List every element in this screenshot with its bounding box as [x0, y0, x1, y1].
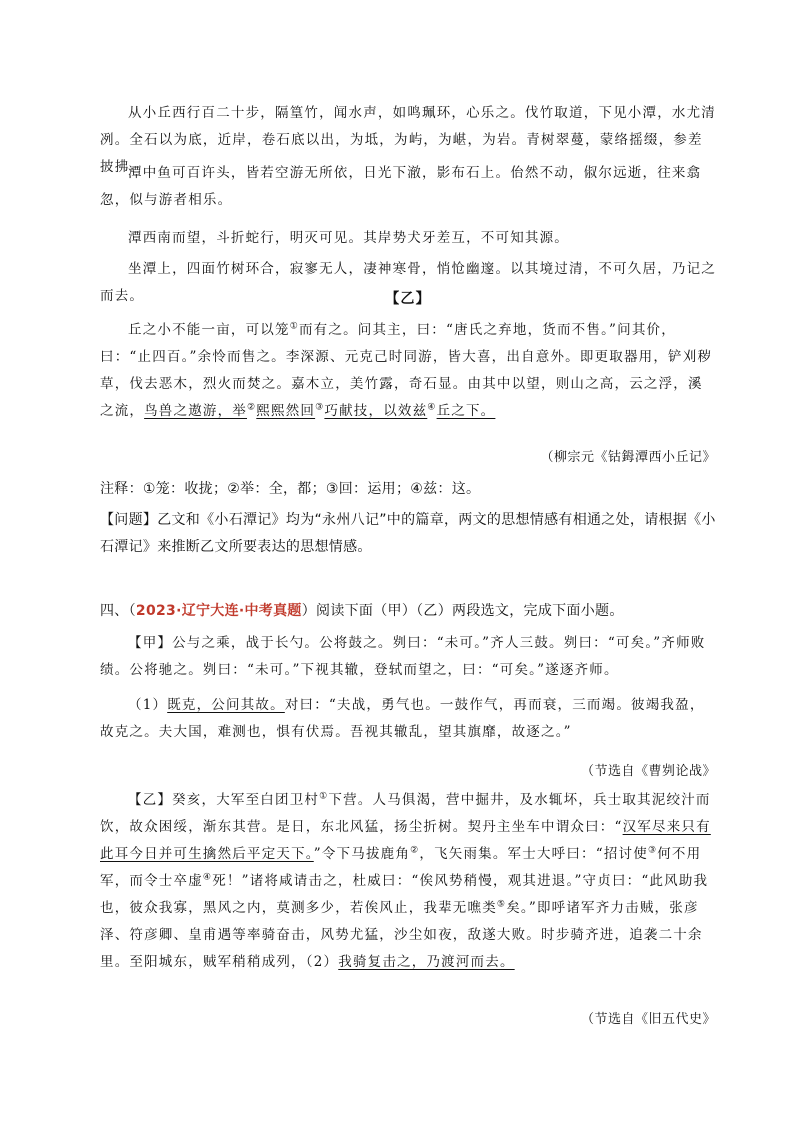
- passage-b-underlined-3: 巧献技，以效兹: [324, 403, 428, 419]
- yi-footnote-marker-4: ④: [202, 872, 213, 883]
- yi-text-1: 【乙】癸亥，大军至白团卫村: [128, 792, 320, 808]
- jia-paragraph-2: [100, 692, 716, 746]
- yi-footnote-marker-3: ③: [647, 845, 658, 856]
- passage-b-text-2: 而有之。问其主，曰：“唐氏之弃地，货而不售。”问其价，曰：“止四百。”余怜而售之。李深源、元克己时同游，皆大喜，出自意外。即更取器用，铲刈秽草，伐去恶木，烈火而焚之。嘉木立，美竹露，奇石显。由其中以望，则山之高，云之浮，溪之流，: [100, 322, 713, 419]
- exam-source-tag: 2023·辽宁大连·中考真题: [135, 603, 302, 619]
- jia-paragraph-2-rest: 对曰：“夫战，勇气也。一鼓作气，再而衰，三而竭。彼竭我盈，故克之。夫大国，难测也，惧有伏焉。吾视其辙乱，望其旗靡，故逐之。”: [100, 697, 705, 740]
- yi-paragraph: [100, 787, 716, 976]
- yi-source: （节选自《旧五代史》: [580, 1012, 716, 1027]
- yi-text-5: 何不用军，而令士卒虚: [100, 846, 702, 889]
- yi-text-2: 下营。人马俱渴，营中掘井，及水辄坏，兵士取其泥绞汁而饮，故众困绥，渐东其营。是日，东北风猛，扬尘折树。契丹主坐车中谓众曰：“: [100, 792, 711, 835]
- footnote-marker-4: ④: [427, 402, 437, 413]
- annotation-notes: 注释：①笼：收拢；②举：全，都；③回：运用；④兹：这。: [100, 481, 481, 497]
- passage-b-underlined-1: 鸟兽之遨游，举: [144, 403, 248, 419]
- jia-underlined-sentence: 既克，公问其故。: [167, 697, 285, 713]
- jia-paragraph-1: 【甲】公与之乘，战于长勺。公将鼓之。刿曰：“未可。”齐人三鼓。刿曰：“可矣。”齐师败绩。公将驰之。刿曰：“未可。”下视其辙，登轼而望之，曰：“可矣。”遂逐齐师。: [100, 635, 706, 678]
- yi-text-7: 矣。”即呼诸军齐力击贼，张彦泽、符彦卿、皇甫遇等率骑奋击，风势尤猛，沙尘如夜，敌遂大败。时步骑齐进，追袭二十余里。至阳城东，贼军稍稍成列，（2）: [100, 900, 703, 970]
- yi-footnote-marker-5: ⑤: [496, 899, 507, 910]
- section-4-instruction: ）阅读下面（甲）（乙）两段选文，完成下面小题。: [301, 603, 624, 619]
- passage-b-heading: 【乙】: [385, 291, 431, 307]
- yi-text-6: 死！”诸将咸请击之，杜威曰：“俟风势稍慢，观其进退。”守贞曰：“此风助我也，彼众我寡，黑风之内，莫测多少，若俟风止，我辈无噍类: [100, 873, 709, 916]
- question-1-marker: （1）: [128, 697, 168, 713]
- question-text: 【问题】乙文和《小石潭记》均为“永州八记”中的篇章，两文的思想情感有相通之处，请根据《小石潭记》来推断乙文所要表达的思想情感。: [100, 512, 716, 555]
- jia-source: （节选自《曹刿论战》: [580, 764, 716, 779]
- yi-underlined-sentence-2: 我骑复击之，乃渡河而去。: [338, 954, 515, 970]
- footnote-marker-3: ③: [315, 402, 325, 413]
- yi-text-3: ”令下马拔鹿角: [313, 846, 411, 862]
- passage-b-text-1: 丘之小不能一亩，可以笼: [128, 322, 290, 338]
- passage-a-paragraph-1: 从小丘西行百二十步，隔篁竹，闻水声，如鸣珮环，心乐之。伐竹取道，下见小潭，水尤清冽。全石以为底，近岸，卷石底以出，为坻，为屿，为嵁，为岩。青树翠蔓，蒙络摇缀，参差披拂。: [100, 105, 716, 175]
- passage-b-underlined-4: 丘之下。: [436, 403, 496, 419]
- passage-a-paragraph-2: 潭中鱼可百许头，皆若空游无所依，日光下澈，影布石上。佁然不动，俶尔远逝，往来翕忽，似与游者相乐。: [100, 165, 702, 208]
- section-4-number: 四、（: [100, 603, 136, 619]
- passage-b-paragraph: [100, 317, 716, 425]
- passage-a-paragraph-3: 潭西南而望，斗折蛇行，明灭可见。其岸势犬牙差互，不可知其源。: [128, 230, 569, 246]
- section-4-heading: [100, 598, 716, 625]
- yi-underlined-sentence-1: 汉军尽来只有此耳今日并可生擒然后平定天下。: [100, 819, 711, 862]
- footnote-marker-1: ①: [289, 321, 299, 332]
- yi-text-4: ，飞矢雨集。军士大呼曰：“招讨使: [419, 846, 648, 862]
- passage-b-source: （柳宗元《钴鉧潭西小丘记》: [540, 450, 716, 465]
- yi-footnote-marker-2: ②: [410, 845, 420, 856]
- passage-b-underlined-2: 熙熙然回: [256, 403, 316, 419]
- yi-footnote-marker-1: ①: [319, 791, 329, 802]
- footnote-marker-2: ②: [247, 402, 257, 413]
- passage-a-paragraph-4: 坐潭上，四面竹树环合，寂寥无人，凄神寒骨，悄怆幽邃。以其境过清，不可久居，乃记之而去。: [100, 261, 716, 304]
